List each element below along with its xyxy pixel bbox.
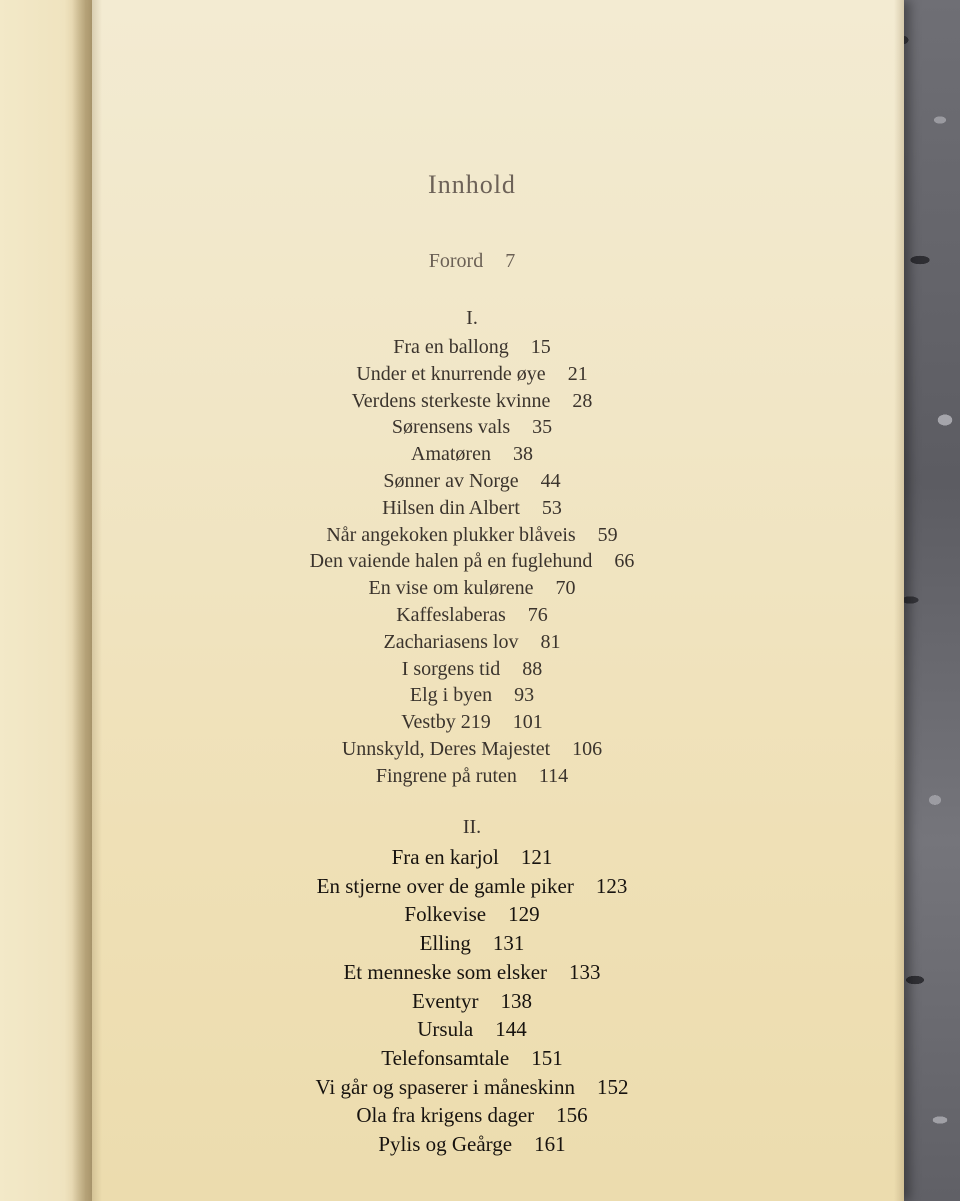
table-of-contents [92, 0, 852, 1201]
toc-entry [92, 736, 852, 763]
toc-entry [92, 1015, 852, 1044]
entry-page: 152 [596, 1074, 629, 1099]
toc-entry [92, 548, 852, 575]
entry-page: 59 [597, 523, 618, 546]
toc-entry [92, 843, 852, 872]
entry-title: Vestby 219 [401, 711, 491, 734]
toc-entry [92, 522, 852, 549]
entry-title: Et menneske som elsker [343, 959, 548, 984]
entry-page: 44 [540, 469, 561, 492]
entry-page: 114 [538, 764, 569, 787]
entry-page: 144 [495, 1017, 527, 1042]
toc-title: Innhold [428, 170, 516, 199]
entry-title: Pylis og Geårge [378, 1132, 513, 1157]
entry-page: 88 [522, 657, 543, 680]
entry-title: Vi går og spaserer i måneskinn [315, 1074, 575, 1099]
toc-entry [92, 334, 852, 361]
entry-page: 7 [505, 250, 516, 272]
entry-page: 81 [540, 630, 561, 653]
entry-title: Elling [419, 931, 471, 956]
toc-entry [92, 441, 852, 468]
section-numeral: I. [466, 307, 478, 329]
entry-title: Hilsen din Albert [382, 496, 520, 519]
entry-page: 121 [520, 845, 553, 869]
entry-page: 15 [530, 336, 551, 358]
entry-page: 38 [512, 443, 533, 466]
entry-title: Under et knurrende øye [356, 362, 546, 385]
entry-page: 93 [514, 684, 535, 707]
entry-page: 131 [492, 931, 525, 956]
toc-entry [92, 929, 852, 958]
entry-title: Folkevise [404, 902, 487, 927]
entry-page: 70 [555, 577, 576, 600]
book-gutter [72, 0, 102, 1201]
toc-entry [92, 872, 852, 901]
section-numeral: II. [462, 816, 482, 838]
entry-title: Elg i byen [409, 684, 493, 707]
toc-entry [92, 575, 852, 602]
toc-entry [92, 1130, 852, 1159]
toc-entry [92, 763, 852, 790]
toc-entry [92, 1073, 852, 1102]
toc-entry [92, 629, 852, 656]
entry-title: Ola fra krigens dager [356, 1103, 535, 1128]
entry-page: 28 [572, 389, 593, 412]
toc-entry [92, 602, 852, 629]
book-page [92, 0, 904, 1201]
entry-page: 161 [534, 1132, 566, 1157]
toc-entry [92, 1101, 852, 1130]
toc-entry [92, 656, 852, 683]
page-edge-shade [894, 0, 904, 1201]
entry-title: Fra en ballong [393, 336, 509, 358]
entry-title: En stjerne over de gamle piker [316, 873, 574, 898]
toc-section-2 [92, 815, 852, 1159]
entry-page: 21 [567, 362, 588, 385]
entry-page: 101 [512, 711, 543, 734]
toc-entry [92, 987, 852, 1016]
entry-page: 123 [595, 873, 628, 898]
entry-title: En vise om kulørene [368, 577, 534, 600]
entry-title: Ursula [417, 1017, 474, 1042]
entry-page: 138 [500, 988, 532, 1013]
toc-entry [92, 709, 852, 736]
entry-page: 35 [532, 416, 553, 439]
entry-title: Telefonsamtale [381, 1045, 510, 1070]
toc-entry [92, 1044, 852, 1073]
toc-entry [92, 414, 852, 441]
toc-entry [92, 361, 852, 388]
entry-title: Unnskyld, Deres Majestet [341, 737, 551, 760]
toc-entry [92, 900, 852, 929]
entry-page: 129 [508, 902, 540, 927]
toc-entry [92, 682, 852, 709]
entry-page: 106 [572, 737, 603, 760]
entry-title: Sørensens vals [391, 416, 511, 439]
entry-page: 53 [541, 496, 562, 519]
entry-title: Fra en karjol [391, 845, 499, 869]
entry-title: Den vaiende halen på en fuglehund [309, 550, 593, 573]
entry-page: 151 [531, 1045, 563, 1070]
entry-title: Forord [428, 250, 484, 272]
toc-entry [92, 468, 852, 495]
entry-title: Kaffeslaberas [396, 603, 506, 626]
toc-entry [92, 388, 852, 415]
entry-title: Zachariasens lov [383, 630, 519, 653]
entry-title: Sønner av Norge [383, 469, 519, 492]
entry-page: 76 [527, 603, 548, 626]
entry-title: Verdens sterkeste kvinne [351, 389, 551, 412]
entry-title: Fingrene på ruten [375, 764, 517, 787]
entry-title: Når angekoken plukker blåveis [326, 523, 576, 546]
entry-title: Amatøren [411, 443, 491, 466]
toc-section-1 [92, 306, 852, 790]
entry-page: 156 [556, 1103, 588, 1128]
entry-title: Eventyr [412, 988, 479, 1013]
entry-title: I sorgens tid [401, 657, 501, 680]
toc-entry [92, 958, 852, 987]
entry-page: 66 [614, 550, 635, 573]
toc-entry [92, 495, 852, 522]
toc-foreword [92, 250, 852, 273]
entry-page: 133 [569, 959, 601, 984]
